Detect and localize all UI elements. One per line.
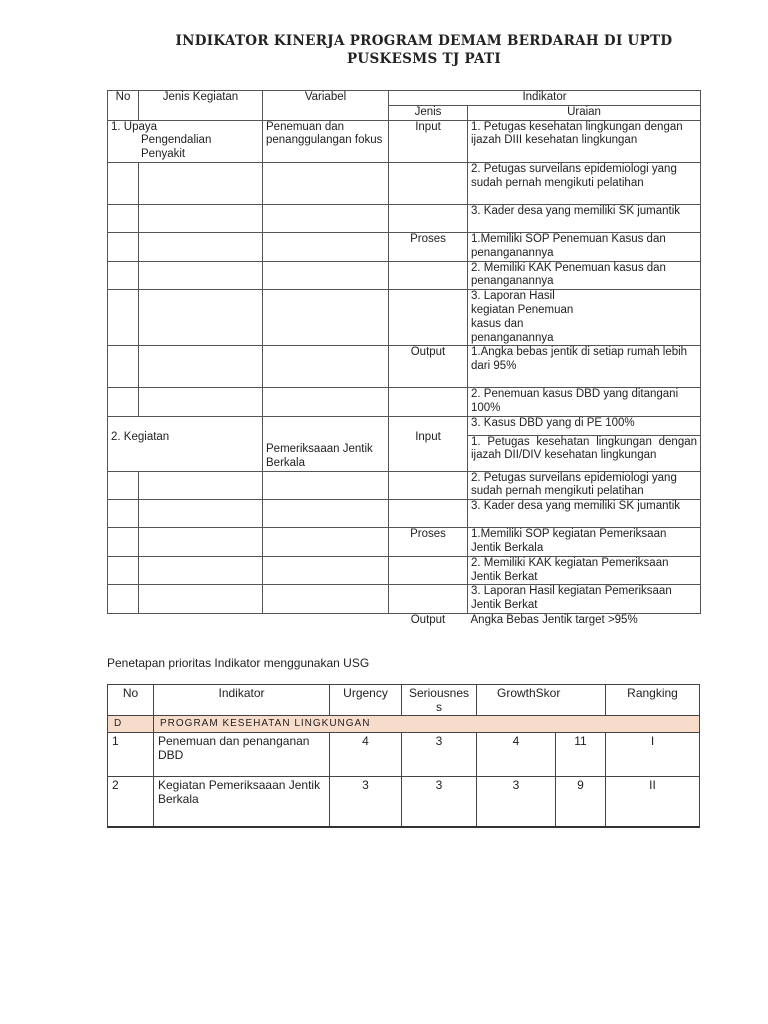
usg-row1-no: 1 bbox=[108, 733, 154, 777]
usg-row1-indikator: Penemuan dan penanganan DBD bbox=[154, 733, 330, 777]
program2-input-2: 2. Petugas surveilans epidemiologi yang sudah pernah mengikuti pelatihan bbox=[468, 471, 701, 500]
program1-no: 1. bbox=[111, 120, 121, 133]
usg-section-label: PROGRAM KESEHATAN LINGKUNGAN bbox=[154, 716, 700, 733]
usg-header-indikator: Indikator bbox=[154, 685, 330, 716]
program1-output-1: 1.Angka bebas jentik di setiap rumah lebih dari 95% bbox=[468, 346, 701, 388]
usg-row2-no: 2 bbox=[108, 777, 154, 827]
program2-input-label: Input bbox=[389, 416, 468, 471]
usg-row2-indikator: Kegiatan Pemeriksaaan Jentik Berkala bbox=[154, 777, 330, 827]
page-title-line1: INDIKATOR KINERJA PROGRAM DEMAM BERDARAH DI UPTD bbox=[175, 33, 673, 49]
header-jenis: Jenis bbox=[389, 105, 468, 120]
program1-output-label: Output bbox=[389, 346, 468, 388]
usg-row2-seriousness: 3 bbox=[402, 777, 477, 827]
program2-proses-1: 1.Memiliki SOP kegiatan Pemeriksaan Jentik Berkala bbox=[468, 528, 701, 557]
program1-variabel: Penemuan dan penanggulangan fokus bbox=[263, 120, 389, 162]
program1-output-2: 2. Penemuan kasus DBD yang ditangani 100% bbox=[468, 388, 701, 417]
program2-input-1: 1. Petugas kesehatan lingkungan dengan ijazah DII/DIV kesehatan lingkungan bbox=[468, 435, 701, 471]
program1-kegiatan-line1: Upaya bbox=[123, 120, 158, 133]
header-uraian: Uraian bbox=[468, 105, 701, 120]
usg-row2-urgency: 3 bbox=[330, 777, 402, 827]
program1-input-2: 2. Petugas surveilans epidemiologi yang sudah pernah mengikuti pelatihan bbox=[468, 162, 701, 204]
usg-row1-skor: 11 bbox=[556, 733, 606, 777]
usg-row2-growth: 3 bbox=[477, 777, 556, 827]
program2-output-label: Output bbox=[410, 613, 446, 626]
usg-table bbox=[107, 684, 700, 828]
usg-row2-skor: 9 bbox=[556, 777, 606, 827]
usg-header-urgency: Urgency bbox=[330, 685, 402, 716]
program1-proses-3: 3. Laporan Hasil kegiatan Penemuan kasus dan penanganannya bbox=[468, 290, 701, 346]
table-row bbox=[108, 777, 700, 827]
usg-row1-seriousness: 3 bbox=[402, 733, 477, 777]
program1-kegiatan-line2: Pengendalian bbox=[141, 134, 212, 147]
program2-no: 2. bbox=[111, 430, 121, 443]
program1-proses-label: Proses bbox=[389, 232, 468, 261]
usg-section-code: D bbox=[108, 716, 154, 733]
program1-input-3: 3. Kader desa yang memiliki SK jumantik bbox=[468, 204, 701, 232]
usg-title: Penetapan prioritas Indikator menggunakan USG bbox=[107, 656, 370, 670]
header-indikator: Indikator bbox=[389, 91, 701, 106]
program2-input-3: 3. Kader desa yang memiliki SK jumantik bbox=[468, 500, 701, 528]
page-title-line2: PUSKESMS TJ PATI bbox=[346, 51, 502, 67]
program1-proses-2: 2. Memiliki KAK Penemuan kasus dan penanganannya bbox=[468, 261, 701, 290]
program1-proses-1: 1.Memiliki SOP Penemuan Kasus dan penanganannya bbox=[468, 232, 701, 261]
program2-variabel: Pemeriksaaan Jentik Berkala bbox=[263, 416, 389, 471]
program2-kegiatan-label: Kegiatan bbox=[123, 430, 170, 443]
program1-input-1: 1. Petugas kesehatan lingkungan dengan ijazah DIII kesehatan lingkungan bbox=[468, 120, 701, 162]
usg-header-growth-skor: GrowthSkor bbox=[477, 685, 606, 716]
usg-row1-growth: 4 bbox=[477, 733, 556, 777]
header-jenis-kegiatan: Jenis Kegiatan bbox=[139, 91, 263, 121]
program2-proses-3: 3. Laporan Hasil kegiatan Pemeriksaan Jentik Berkat bbox=[468, 585, 701, 614]
header-no: No bbox=[108, 91, 139, 121]
usg-header-no: No bbox=[108, 685, 154, 716]
program1-input-label: Input bbox=[389, 120, 468, 162]
program1-kegiatan bbox=[108, 120, 263, 162]
program2-proses-label: Proses bbox=[389, 528, 468, 557]
header-variabel: Variabel bbox=[263, 91, 389, 121]
usg-header-ranking: Rangking bbox=[606, 685, 700, 716]
program2-output-1: Angka Bebas Jentik target >95% bbox=[470, 613, 638, 626]
indicator-table bbox=[107, 90, 701, 633]
page-title bbox=[0, 32, 768, 68]
usg-row2-ranking: II bbox=[606, 777, 700, 827]
table-row bbox=[108, 733, 700, 777]
usg-row1-urgency: 4 bbox=[330, 733, 402, 777]
program1-kegiatan-line3: Penyakit bbox=[141, 148, 186, 161]
program2-kegiatan bbox=[108, 416, 263, 471]
program2-proses-2: 2. Memiliki KAK kegiatan Pemeriksaan Jentik Berkat bbox=[468, 556, 701, 585]
usg-row1-ranking: I bbox=[606, 733, 700, 777]
usg-header-seriousness: Seriousnes s bbox=[402, 685, 477, 716]
program1-output-3: 3. Kasus DBD yang di PE 100% bbox=[468, 416, 701, 435]
